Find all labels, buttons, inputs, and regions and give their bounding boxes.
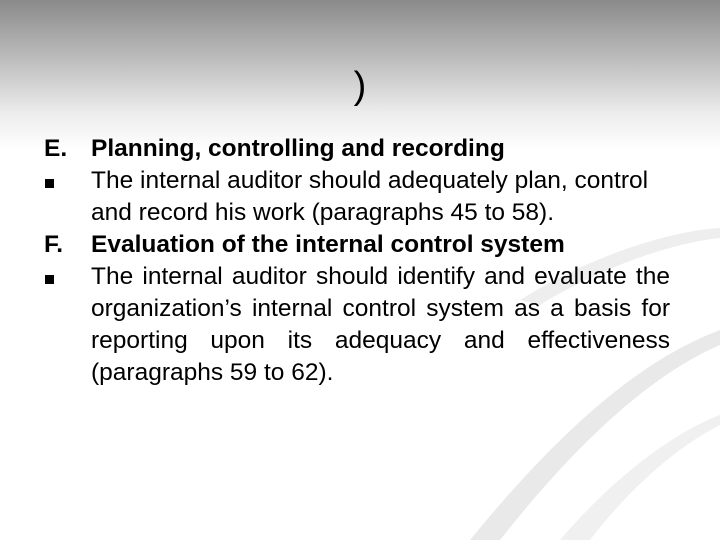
section-marker: E. <box>44 135 68 162</box>
slide-title: ) <box>353 65 367 107</box>
square-bullet-icon <box>44 261 91 293</box>
section-heading: Evaluation of the internal control system <box>91 231 565 258</box>
bullet-text: The internal auditor should adequately plan, control and record his work (paragraphs 45 to 58). <box>91 167 649 226</box>
section-marker: F. <box>44 231 64 258</box>
bullet-text: The internal auditor should identify and evaluate the organization’s internal control system as a basis for reporting upon its adequacy and effectiveness (paragraphs 59 to 62). <box>91 263 670 386</box>
slide-body <box>44 133 670 389</box>
section-e <box>44 133 670 165</box>
section-f <box>44 229 670 261</box>
square-bullet-icon <box>44 165 91 197</box>
bullet-item <box>44 261 670 389</box>
section-heading: Planning, controlling and recording <box>91 135 505 162</box>
bullet-item <box>44 165 670 229</box>
